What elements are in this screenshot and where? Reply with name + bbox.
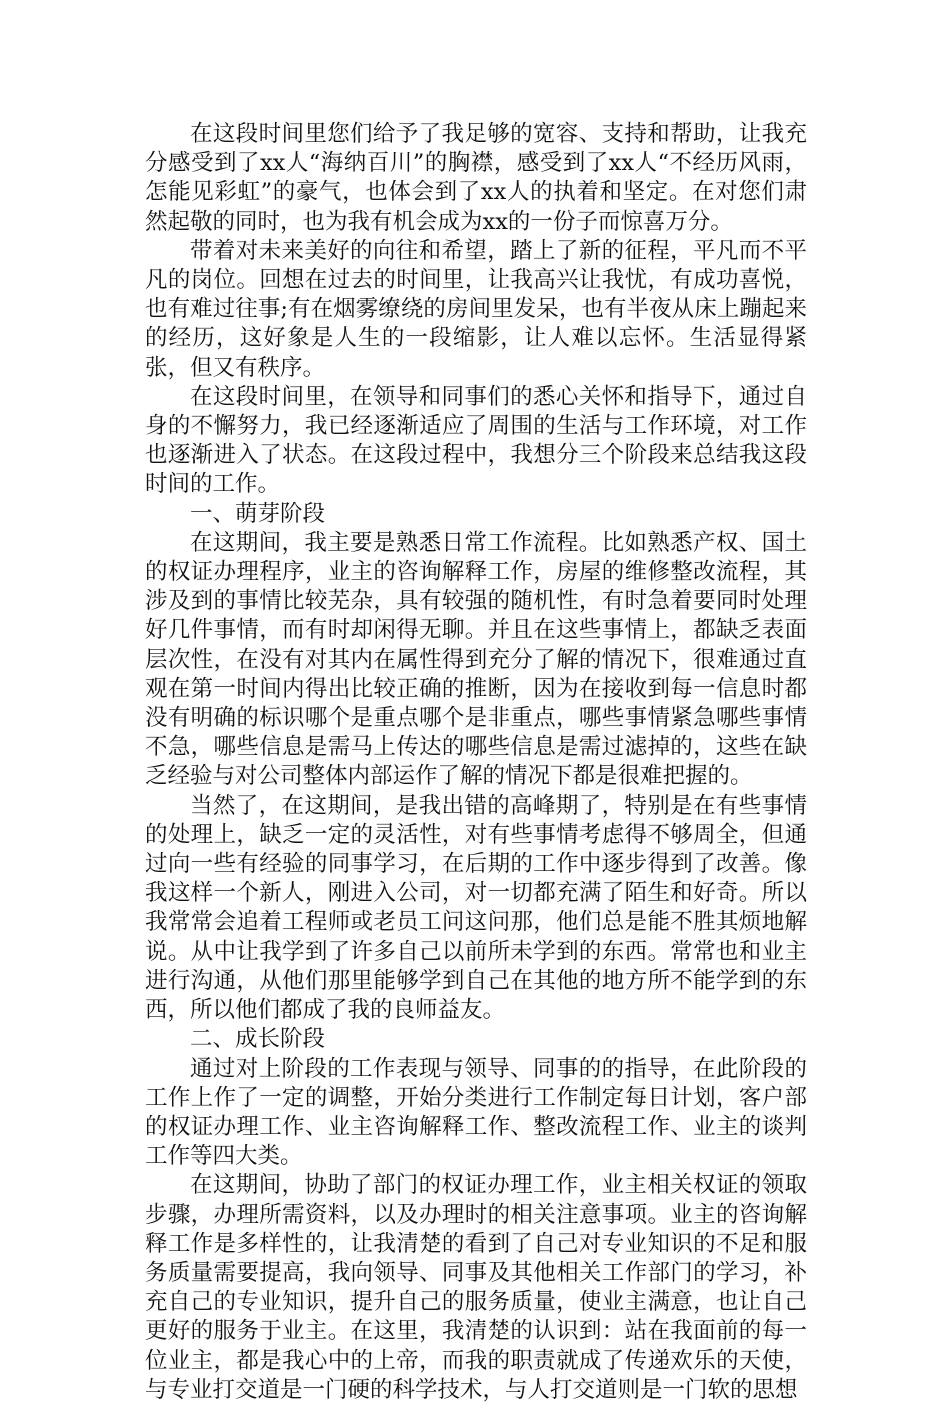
document-body (145, 120, 807, 1405)
paragraph: 在这期间，协助了部门的权证办理工作，业主相关权证的领取步骤，办理所需资料，以及办理时的相关注意事项。业主的咨询解释工作是多样性的，让我清楚的看到了自己对专业知识的不足和服务质量需要提高，我向领导、同事及其他相关工作部门的学习，补充自己的专业知识，提升自己的服务质量，使业主满意，也让自己更好的服务于业主。在这里，我清楚的认识到：站在我面前的每一位业主，都是我心中的上帝，而我的职责就成了传递欢乐的天使，与专业打交道是一门硬的科学技术，与人打交道则是一门软的思想 (145, 1172, 807, 1403)
section-heading: 一、萌芽阶段 (190, 500, 326, 527)
paragraph: 在这段时间里您们给予了我足够的宽容、支持和帮助，让我充分感受到了xx人“海纳百川”的胸襟，感受到了xx人“不经历风雨，怎能见彩虹”的豪气，也体会到了xx人的执着和坚定。在对您们肃然起敬的同时，也为我有机会成为xx的一份子而惊喜万分。 (145, 121, 807, 235)
paragraph: 在这期间，我主要是熟悉日常工作流程。比如熟悉产权、国土的权证办理程序，业主的咨询解释工作，房屋的维修整改流程，其涉及到的事情比较芜杂，具有较强的随机性，有时急着要同时处理好几件事情，而有时却闲得无聊。并且在这些事情上，都缺乏表面层次性，在没有对其内在属性得到充分了解的情况下，很难通过直观在第一时间内得出比较正确的推断，因为在接收到每一信息时都没有明确的标识哪个是重点哪个是非重点，哪些事情紧急哪些事情不急，哪些信息是需马上传达的哪些信息是需过滤掉的，这些在缺乏经验与对公司整体内部运作了解的情况下都是很难把握的。 (145, 529, 807, 790)
paragraph: 通过对上阶段的工作表现与领导、同事的的指导，在此阶段的工作上作了一定的调整，开始分类进行工作制定每日计划，客户部的权证办理工作、业主咨询解释工作、整改流程工作、业主的谈判工作等四大类。 (145, 1055, 807, 1170)
section-heading: 二、成长阶段 (190, 1026, 326, 1053)
paragraph: 在这段时间里，在领导和同事们的悉心关怀和指导下，通过自身的不懈努力，我已经逐渐适应了周围的生活与工作环境，对工作也逐渐进入了状态。在这段过程中，我想分三个阶段来总结我这段时间的工作。 (145, 383, 807, 498)
paragraph: 带着对未来美好的向往和希望，踏上了新的征程，平凡而不平凡的岗位。回想在过去的时间里，让我高兴让我忧，有成功喜悦，也有难过往事;有在烟雾缭绕的房间里发呆，也有半夜从床上蹦起来的经历，这好象是人生的一段缩影，让人难以忘怀。生活显得紧张，但又有秩序。 (145, 237, 807, 381)
paragraph: 当然了，在这期间，是我出错的高峰期了，特别是在有些事情的处理上，缺乏一定的灵活性，对有些事情考虑得不够周全，但通过向一些有经验的同事学习，在后期的工作中逐步得到了改善。像我这样一个新人，刚进入公司，对一切都充满了陌生和好奇。所以我常常会追着工程师或老员工问这问那，他们总是能不胜其烦地解说。从中让我学到了许多自己以前所未学到的东西。常常也和业主进行沟通，从他们那里能够学到自己在其他的地方所不能学到的东西，所以他们都成了我的良师益友。 (145, 792, 807, 1024)
